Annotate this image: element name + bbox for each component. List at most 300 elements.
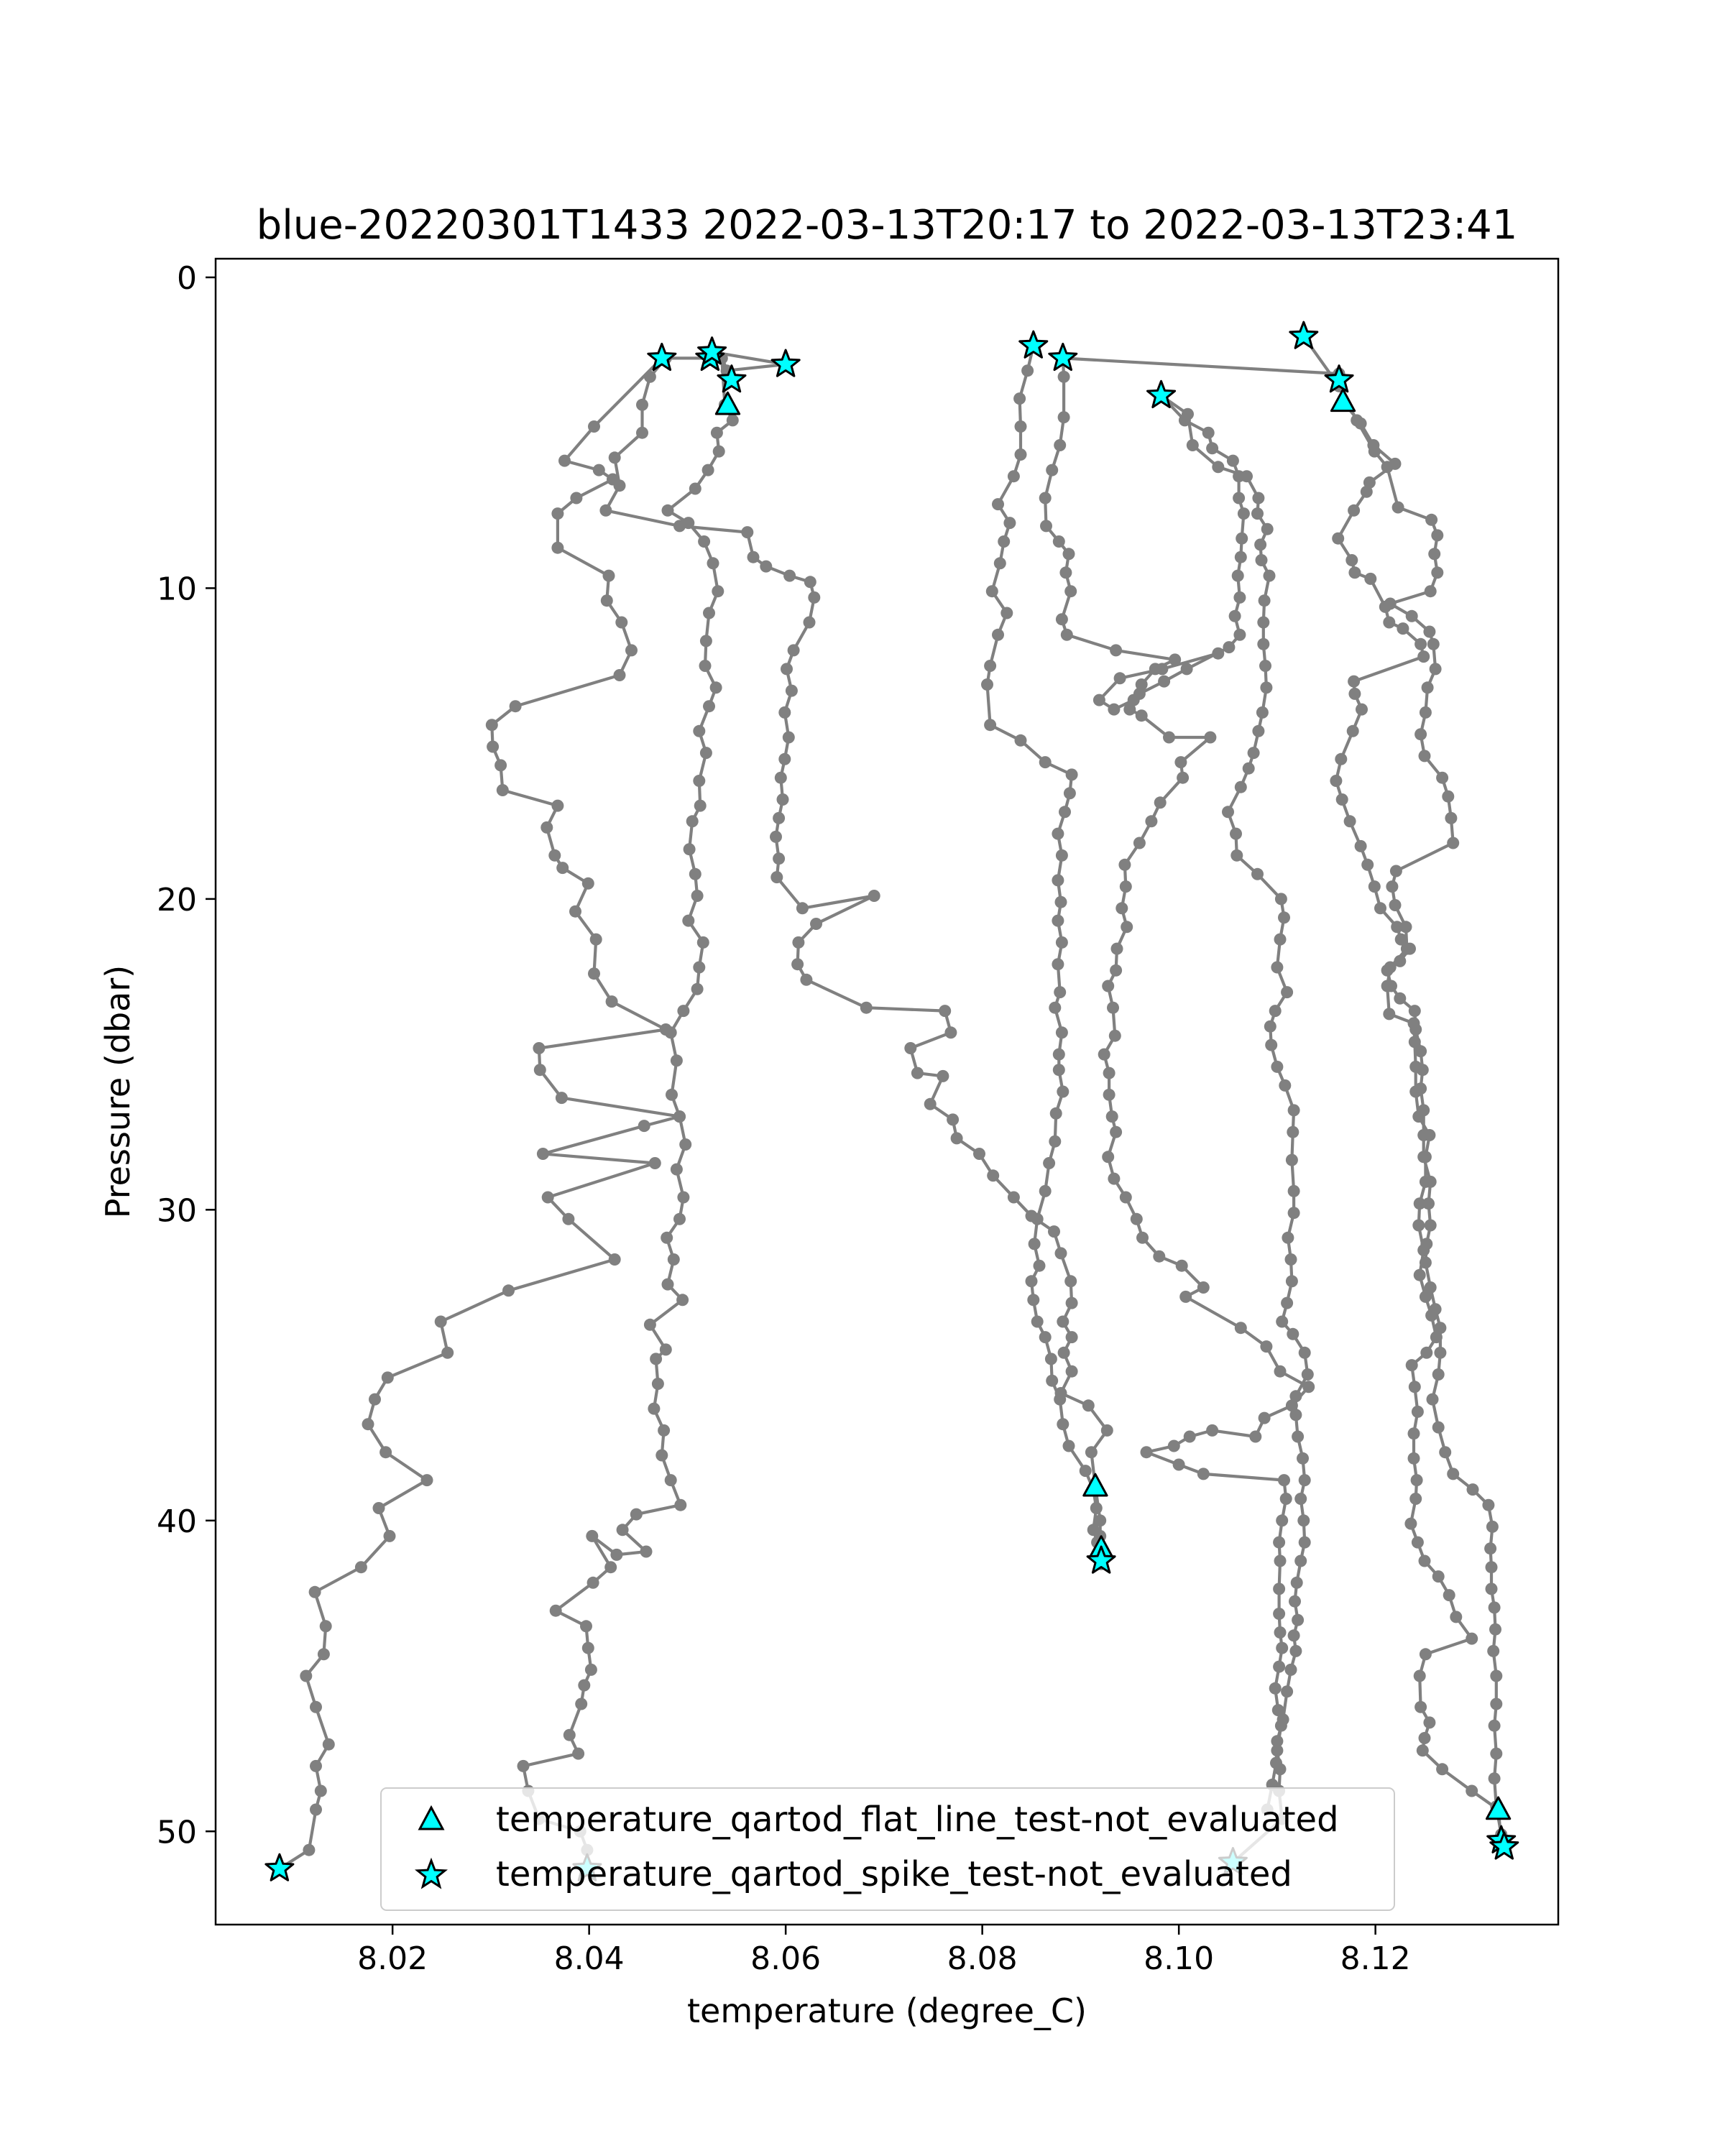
data-point xyxy=(588,967,600,980)
data-point xyxy=(542,1192,554,1204)
data-point xyxy=(800,974,812,986)
data-point xyxy=(1008,470,1020,482)
data-point xyxy=(786,685,798,697)
data-point xyxy=(1406,1359,1418,1371)
data-point xyxy=(435,1316,447,1328)
x-axis-label: temperature (degree_C) xyxy=(687,1991,1087,2030)
data-point xyxy=(703,700,715,712)
data-point xyxy=(796,902,809,914)
data-point xyxy=(1061,629,1073,641)
data-point xyxy=(1420,1176,1432,1188)
data-point xyxy=(1066,1365,1078,1378)
data-point xyxy=(540,821,553,834)
data-point xyxy=(1432,1570,1445,1583)
data-point xyxy=(1233,591,1246,604)
data-point xyxy=(700,747,712,759)
data-point xyxy=(998,535,1010,548)
data-point xyxy=(1056,613,1068,625)
data-point xyxy=(1384,598,1397,610)
data-point xyxy=(318,1648,330,1660)
data-point xyxy=(1026,1275,1038,1287)
data-point xyxy=(1489,1772,1501,1784)
data-point xyxy=(939,1005,951,1017)
data-point xyxy=(1048,1225,1060,1238)
data-point xyxy=(1427,638,1440,650)
data-point xyxy=(674,1499,686,1511)
data-point xyxy=(994,557,1006,569)
data-point xyxy=(1408,1427,1420,1439)
data-point xyxy=(1049,1002,1061,1014)
data-point xyxy=(1238,507,1250,520)
data-point xyxy=(640,1546,653,1558)
data-point xyxy=(1447,1468,1459,1480)
data-point xyxy=(1145,815,1157,827)
data-point xyxy=(1288,1104,1300,1116)
data-point xyxy=(660,1343,672,1355)
data-point xyxy=(1355,840,1367,852)
data-point xyxy=(1420,1291,1432,1303)
data-point xyxy=(1087,1524,1100,1536)
data-point xyxy=(625,644,638,656)
data-point xyxy=(1425,1220,1437,1232)
data-point xyxy=(668,1253,680,1266)
data-point xyxy=(1276,1316,1288,1328)
data-point xyxy=(783,570,796,582)
data-point xyxy=(1052,828,1064,840)
data-point xyxy=(1230,849,1243,862)
data-point xyxy=(1055,1247,1067,1259)
data-point xyxy=(502,1284,515,1296)
data-point xyxy=(1278,911,1290,923)
data-point xyxy=(1056,849,1068,862)
data-point xyxy=(984,719,996,731)
legend-label-flat-line: temperature_qartod_flat_line_test-not_evaluated xyxy=(496,1800,1339,1840)
data-point xyxy=(1414,1197,1426,1210)
data-point xyxy=(601,594,613,607)
data-point xyxy=(1374,902,1386,914)
data-point xyxy=(1442,791,1454,803)
data-point xyxy=(1206,442,1218,454)
data-point xyxy=(1348,688,1361,700)
data-point xyxy=(770,831,782,843)
data-point xyxy=(533,1042,545,1054)
data-point xyxy=(702,464,714,476)
data-point xyxy=(804,617,816,629)
data-point xyxy=(710,681,722,694)
data-point xyxy=(1053,535,1065,548)
data-point xyxy=(1383,1008,1395,1020)
data-point xyxy=(617,1524,629,1536)
data-point xyxy=(1063,1440,1075,1452)
data-point xyxy=(1197,1468,1210,1480)
data-point xyxy=(677,1005,689,1017)
data-point xyxy=(1259,660,1271,672)
data-point xyxy=(1233,629,1246,641)
data-point xyxy=(1420,1151,1432,1163)
data-point xyxy=(1275,893,1287,905)
data-point xyxy=(1364,573,1376,585)
data-point xyxy=(644,371,656,383)
data-point xyxy=(700,635,712,647)
data-point xyxy=(984,660,996,672)
data-point xyxy=(1249,1431,1261,1443)
data-point xyxy=(1223,641,1235,653)
data-point xyxy=(551,507,564,520)
data-point xyxy=(1427,1393,1439,1406)
data-point xyxy=(1173,1459,1185,1471)
data-point xyxy=(1243,763,1255,775)
data-point xyxy=(585,1664,597,1676)
data-point xyxy=(987,1169,999,1181)
data-point xyxy=(777,793,789,806)
data-point xyxy=(1136,709,1148,722)
data-point xyxy=(1346,554,1358,566)
data-point xyxy=(494,759,507,771)
data-point xyxy=(1282,1232,1294,1244)
data-point xyxy=(373,1502,385,1514)
data-point xyxy=(487,741,499,753)
data-point xyxy=(1361,859,1374,871)
data-point xyxy=(712,585,724,597)
data-point xyxy=(1156,663,1168,675)
data-point xyxy=(1254,538,1266,550)
data-point xyxy=(300,1670,312,1682)
data-point xyxy=(1187,439,1199,451)
data-point xyxy=(421,1474,433,1486)
data-point xyxy=(648,1403,660,1415)
data-point xyxy=(1432,1368,1445,1381)
data-point xyxy=(1241,470,1253,482)
data-point xyxy=(1489,1720,1501,1732)
data-point xyxy=(1108,704,1120,716)
data-point xyxy=(1229,610,1241,622)
y-tick-label: 20 xyxy=(157,881,197,918)
data-point xyxy=(1450,1611,1462,1623)
data-point xyxy=(1050,1107,1062,1120)
data-point xyxy=(1259,1412,1271,1424)
data-point xyxy=(614,669,626,681)
data-point xyxy=(860,1002,873,1014)
data-point xyxy=(1486,1521,1499,1533)
data-point xyxy=(1056,1026,1068,1038)
data-point xyxy=(1285,1253,1297,1266)
data-point xyxy=(1101,1424,1113,1437)
data-point xyxy=(1425,585,1437,597)
data-point xyxy=(1348,676,1360,688)
data-point xyxy=(1085,1446,1098,1458)
data-point xyxy=(604,1561,617,1573)
data-point xyxy=(1227,455,1239,467)
data-point xyxy=(1039,756,1052,768)
data-point xyxy=(380,1446,392,1458)
data-point xyxy=(671,1054,683,1067)
data-point xyxy=(1260,681,1272,694)
data-point xyxy=(693,725,705,737)
data-point xyxy=(310,1760,322,1772)
data-point xyxy=(1408,1452,1420,1465)
data-point xyxy=(947,1113,959,1125)
data-point xyxy=(1414,1269,1426,1281)
data-point xyxy=(310,1701,322,1713)
data-point xyxy=(1278,1474,1290,1486)
data-point xyxy=(1274,1626,1287,1639)
data-point xyxy=(1392,502,1404,514)
data-point xyxy=(1031,1316,1044,1328)
data-point xyxy=(569,906,581,918)
data-point xyxy=(1169,653,1181,665)
data-point xyxy=(1397,622,1409,635)
data-point xyxy=(1064,1275,1077,1287)
data-point xyxy=(1121,921,1133,933)
data-point xyxy=(1274,1555,1287,1567)
data-point xyxy=(1289,1409,1302,1421)
data-point xyxy=(1176,1260,1188,1272)
data-point xyxy=(773,812,785,824)
data-point xyxy=(510,700,522,712)
data-point xyxy=(1348,566,1361,579)
x-tick-label: 8.02 xyxy=(357,1940,428,1977)
data-point xyxy=(609,1253,621,1266)
data-point xyxy=(1222,806,1234,818)
data-point xyxy=(1054,1393,1066,1406)
data-point xyxy=(684,843,696,855)
data-point xyxy=(1273,1537,1285,1549)
data-point xyxy=(1430,1331,1443,1343)
data-point xyxy=(1093,694,1105,706)
data-point xyxy=(773,852,785,865)
data-point xyxy=(1368,880,1381,893)
data-point xyxy=(1063,548,1075,560)
data-point xyxy=(636,399,648,411)
data-point xyxy=(1179,1291,1192,1303)
data-point xyxy=(748,551,760,563)
data-point xyxy=(1021,364,1034,377)
data-point xyxy=(1133,688,1146,700)
data-point xyxy=(1133,837,1146,849)
data-point xyxy=(615,617,627,629)
data-point xyxy=(1486,1583,1498,1595)
data-point xyxy=(556,1092,568,1104)
x-tick-label: 8.12 xyxy=(1340,1940,1411,1977)
data-point xyxy=(1106,1110,1118,1123)
data-point xyxy=(1390,865,1402,877)
data-point xyxy=(303,1844,315,1856)
data-point xyxy=(1052,958,1064,970)
data-point xyxy=(1467,1483,1479,1496)
data-point xyxy=(636,427,648,439)
data-point xyxy=(1361,486,1373,498)
data-point xyxy=(582,1642,594,1654)
data-point xyxy=(1447,837,1459,849)
data-point xyxy=(1252,492,1264,505)
data-point xyxy=(1288,1207,1300,1219)
data-point xyxy=(1419,1555,1431,1567)
data-point xyxy=(792,936,804,949)
data-point xyxy=(1285,1664,1297,1676)
data-point xyxy=(1419,1732,1431,1744)
data-point xyxy=(1409,1493,1422,1505)
data-point xyxy=(1297,1452,1309,1465)
data-point xyxy=(1259,594,1271,607)
data-point xyxy=(1430,663,1442,675)
data-point xyxy=(1015,734,1027,747)
data-point xyxy=(1257,638,1269,650)
data-point xyxy=(1490,1698,1502,1710)
data-point xyxy=(1404,1518,1417,1530)
data-point xyxy=(1082,1399,1095,1411)
data-point xyxy=(630,1508,643,1521)
data-point xyxy=(644,1319,656,1331)
data-point xyxy=(1436,1763,1448,1775)
data-point xyxy=(699,660,712,672)
data-point xyxy=(1381,461,1394,473)
data-point xyxy=(698,535,710,548)
data-point xyxy=(1409,1381,1421,1393)
data-point xyxy=(1294,1555,1307,1567)
data-point xyxy=(1058,1347,1070,1359)
data-point xyxy=(1204,732,1216,744)
data-point xyxy=(486,719,498,731)
data-point xyxy=(981,678,993,691)
data-point xyxy=(1235,781,1247,793)
data-point xyxy=(1294,1493,1307,1505)
data-point xyxy=(1163,732,1175,744)
data-point xyxy=(1108,1173,1120,1185)
data-point xyxy=(1299,1474,1311,1486)
data-point xyxy=(1154,796,1167,808)
data-point xyxy=(1302,1368,1314,1381)
data-point xyxy=(661,1232,673,1244)
data-point xyxy=(804,576,816,588)
data-point xyxy=(1420,706,1432,719)
data-point xyxy=(1110,964,1122,977)
data-point xyxy=(1059,566,1072,579)
data-point xyxy=(1120,880,1132,893)
x-tick-label: 8.06 xyxy=(750,1940,822,1977)
data-point xyxy=(1423,1716,1435,1728)
data-point xyxy=(944,1026,957,1038)
data-point xyxy=(1274,1365,1287,1378)
data-point xyxy=(1118,859,1131,871)
data-point xyxy=(1039,492,1052,505)
data-point xyxy=(783,732,795,744)
data-point xyxy=(1423,1129,1435,1141)
data-point xyxy=(937,1070,949,1082)
data-point xyxy=(593,464,605,476)
data-point xyxy=(741,526,753,538)
data-point xyxy=(1274,934,1287,946)
data-point xyxy=(693,962,705,974)
data-point xyxy=(1046,464,1058,476)
data-point xyxy=(1486,1561,1498,1573)
legend xyxy=(381,1788,1394,1910)
data-point xyxy=(1034,1260,1046,1272)
x-tick-label: 8.04 xyxy=(553,1940,625,1977)
data-point xyxy=(638,1120,650,1132)
data-point xyxy=(781,663,793,675)
data-point xyxy=(1056,936,1068,949)
data-point xyxy=(1411,1474,1423,1486)
data-point xyxy=(606,995,618,1008)
data-point xyxy=(614,479,626,492)
data-point xyxy=(570,492,582,505)
data-point xyxy=(1260,1340,1272,1353)
data-point xyxy=(673,520,686,532)
data-point xyxy=(1276,1642,1288,1654)
data-point xyxy=(382,1371,394,1383)
data-point xyxy=(1431,566,1443,579)
x-tick-label: 8.10 xyxy=(1144,1940,1215,1977)
data-point xyxy=(703,607,715,619)
data-point xyxy=(1109,1030,1121,1042)
data-point xyxy=(686,815,699,827)
data-point xyxy=(1384,962,1397,974)
data-point xyxy=(1123,704,1136,716)
data-point xyxy=(1058,411,1070,423)
data-point xyxy=(810,918,822,930)
data-point xyxy=(1212,461,1224,473)
data-point xyxy=(652,1378,664,1390)
data-point xyxy=(1279,1079,1291,1092)
data-point xyxy=(1347,725,1359,737)
data-point xyxy=(1031,1213,1044,1225)
data-point xyxy=(1287,1126,1299,1138)
data-point xyxy=(1055,896,1067,908)
data-point xyxy=(1439,1446,1451,1458)
data-point xyxy=(1289,1390,1302,1402)
data-point xyxy=(1206,1424,1218,1437)
data-point xyxy=(1417,1744,1429,1756)
data-point xyxy=(1281,1685,1293,1697)
data-point xyxy=(689,483,702,495)
data-point xyxy=(1401,943,1413,955)
data-point xyxy=(556,862,569,874)
data-point xyxy=(1066,768,1078,780)
data-point xyxy=(662,505,674,517)
data-point xyxy=(1288,1629,1300,1641)
y-axis-label: Pressure (dbar) xyxy=(98,964,137,1219)
data-point xyxy=(1027,1294,1039,1306)
data-point xyxy=(1432,1422,1445,1434)
data-point xyxy=(1368,446,1381,458)
y-tick-label: 30 xyxy=(157,1192,197,1230)
data-point xyxy=(689,868,702,880)
data-point xyxy=(1052,915,1064,927)
data-point xyxy=(1412,1220,1425,1232)
data-point xyxy=(727,414,739,426)
data-point xyxy=(1251,507,1264,520)
data-point xyxy=(1414,1670,1426,1682)
data-point xyxy=(1420,1347,1432,1359)
data-point xyxy=(1335,753,1347,765)
data-point xyxy=(1052,874,1064,886)
data-point xyxy=(1230,828,1242,840)
data-point xyxy=(973,1148,985,1160)
data-point xyxy=(1406,610,1418,622)
data-point xyxy=(665,1026,677,1038)
data-point xyxy=(1281,1297,1293,1309)
data-point xyxy=(1153,1250,1165,1263)
data-point xyxy=(656,1450,668,1462)
data-point xyxy=(1271,1735,1283,1747)
data-point xyxy=(1080,1465,1092,1477)
data-point xyxy=(1409,1036,1421,1048)
data-point xyxy=(650,1353,662,1365)
data-point xyxy=(1000,607,1013,619)
data-point xyxy=(1277,1713,1289,1726)
data-point xyxy=(1276,1514,1288,1526)
data-point xyxy=(868,890,880,902)
